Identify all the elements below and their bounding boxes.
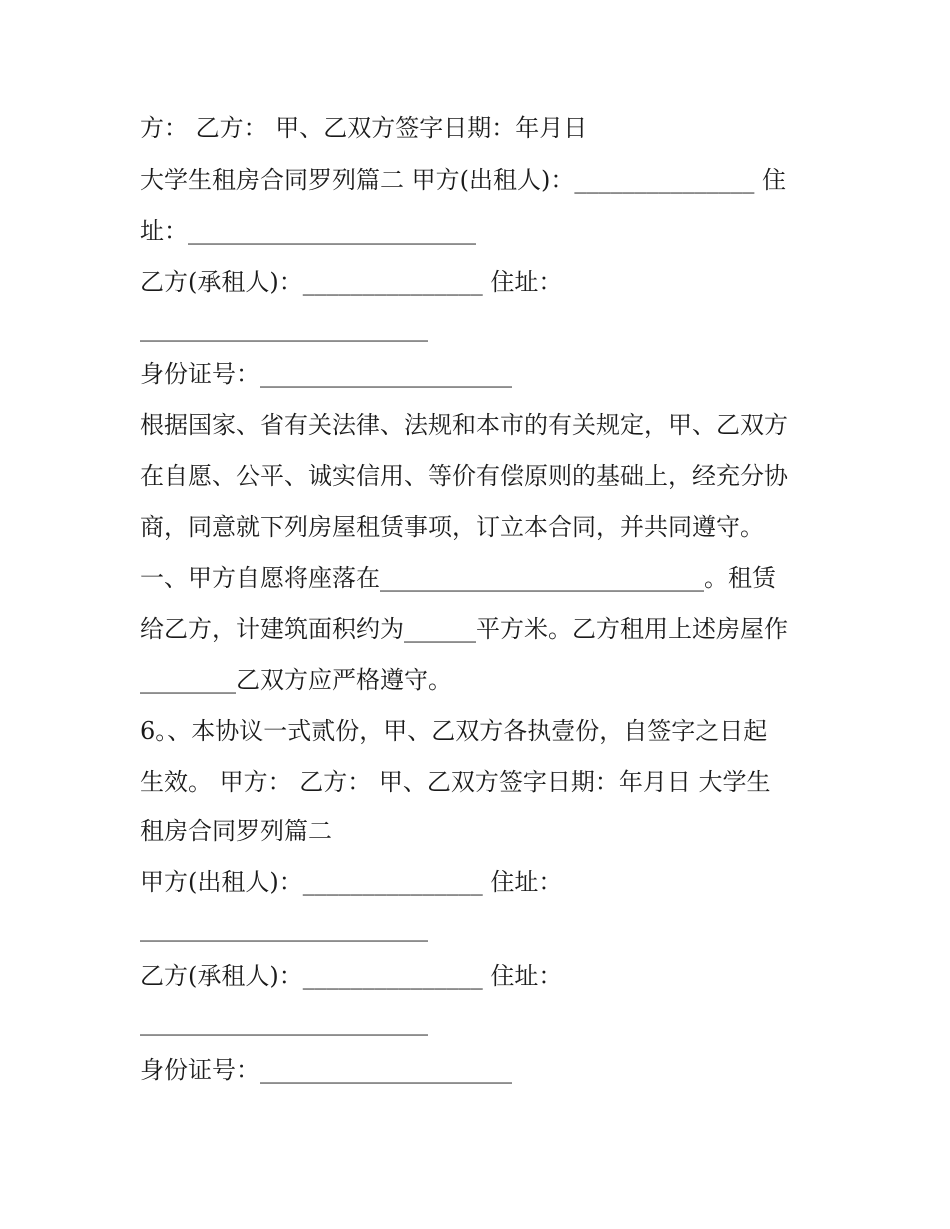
text-line: 在自愿、公平、诚实信用、等价有偿原则的基础上，经充分协 — [140, 462, 788, 490]
text-line: 商，同意就下列房屋租赁事项，订立本合同，并共同遵守。 — [140, 513, 764, 541]
text-line: 乙方(承租人)：_______________ 住址： — [140, 268, 563, 296]
text-line: 6。、本协议一式贰份，甲、乙双方各执壹份，自签字之日起 — [140, 717, 768, 745]
text-line: ________________________ — [140, 1008, 428, 1036]
text-line: 给乙方，计建筑面积约为______平方米。乙方租用上述房屋作 — [140, 615, 788, 643]
text-line: ________乙双方应严格遵守。 — [140, 666, 452, 694]
text-line: 生效。 甲方： 乙方： 甲、乙双方签字日期：年月日 大学生 — [140, 768, 771, 796]
text-line: 身份证号：_____________________ — [140, 1056, 512, 1084]
text-line: ________________________ — [140, 314, 428, 342]
text-line: 根据国家、省有关法律、法规和本市的有关规定，甲、乙双方 — [140, 411, 788, 439]
text-line: 一、甲方自愿将座落在___________________________。租赁 — [140, 564, 776, 592]
text-line: 乙方(承租人)：_______________ 住址： — [140, 962, 563, 990]
text-line: 大学生租房合同罗列篇二 甲方(出租人)：_______________ 住 — [140, 166, 786, 194]
text-line: ________________________ — [140, 914, 428, 942]
text-line: 租房合同罗列篇二 — [140, 817, 332, 845]
text-line: 身份证号：_____________________ — [140, 360, 512, 388]
text-line: 甲方(出租人)：_______________ 住址： — [140, 868, 563, 896]
text-line: 址：________________________ — [140, 217, 476, 245]
text-line: 方： 乙方： 甲、乙双方签字日期：年月日 — [140, 114, 588, 142]
